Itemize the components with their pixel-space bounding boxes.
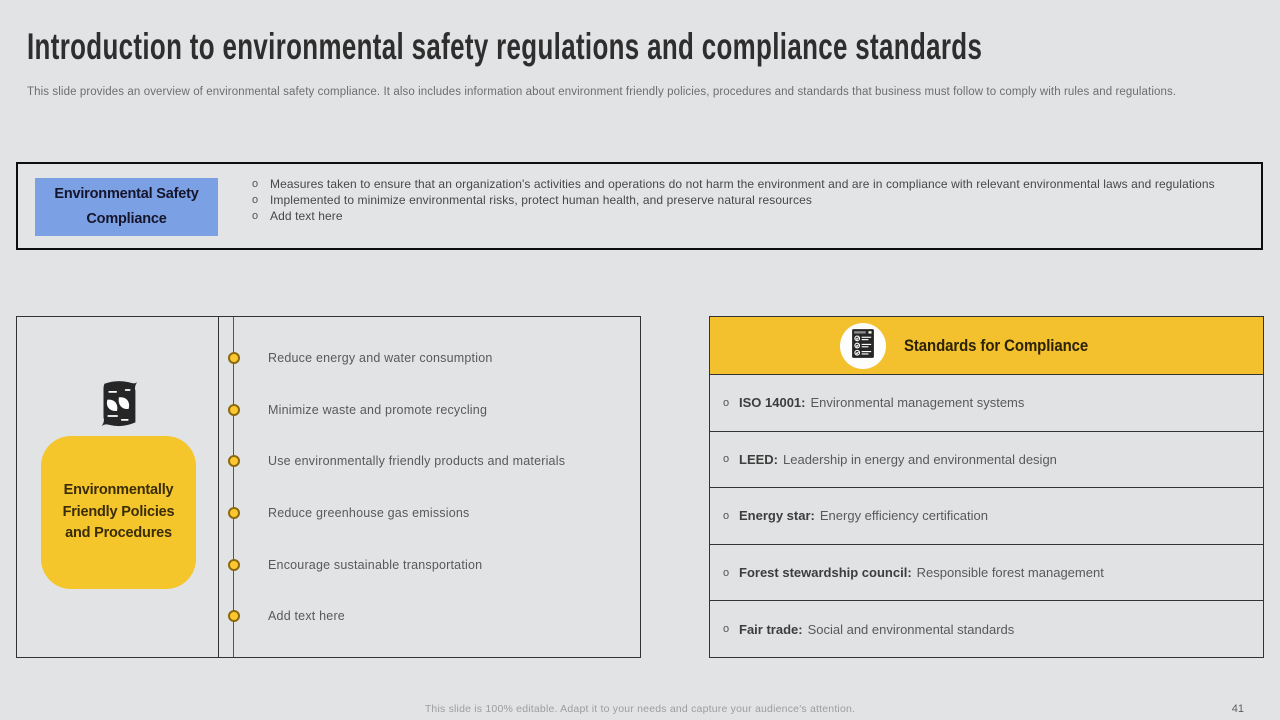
standard-term: LEED:: [739, 451, 778, 467]
compliance-overview-box: [16, 162, 1263, 250]
timeline-dot-icon: [228, 455, 240, 467]
table-row: [710, 487, 1263, 544]
footer-note: This slide is 100% editable. Adapt it to your needs and capture your audience's attention.: [424, 703, 856, 715]
standard-description: Energy efficiency certification: [819, 508, 988, 524]
timeline-dot-icon: [228, 610, 240, 622]
standard-term: Energy star:: [739, 508, 815, 524]
timeline-dot-icon: [228, 507, 240, 519]
page-number: 41: [1231, 703, 1244, 715]
policy-text: Reduce energy and water consumption: [268, 350, 493, 365]
standard-term: Forest stewardship council:: [739, 565, 912, 581]
bullet-marker: o: [723, 623, 730, 636]
list-item: [17, 590, 640, 642]
bullet-marker: o: [723, 566, 730, 579]
list-item: [17, 435, 640, 487]
standard-term: ISO 14001:: [739, 395, 806, 411]
timeline-dot-icon: [228, 352, 240, 364]
page-subtitle: This slide provides an overview of environmental safety compliance. It also includes information about environment friendly policies, procedures and standards that business must follow to comply with rules and regulations.: [27, 86, 1177, 98]
bullet-text: Add text here: [270, 209, 343, 223]
policies-label-text: Environmentally Friendly Policies and Procedures: [62, 481, 175, 542]
overview-bullet-list: [252, 176, 1217, 224]
policy-text: Encourage sustainable transportation: [268, 557, 483, 572]
standard-description: Leadership in energy and environmental design: [783, 451, 1057, 467]
list-item: [252, 176, 1217, 192]
standards-header: [710, 317, 1263, 374]
list-item: [17, 487, 640, 539]
overview-label-text: Environmental Safety Compliance: [54, 185, 199, 227]
bullet-marker: o: [723, 396, 730, 409]
bullet-marker: o: [723, 509, 730, 522]
table-row: [710, 431, 1263, 488]
list-item: [17, 539, 640, 591]
bullet-marker: o: [723, 453, 730, 466]
bullet-marker: o: [252, 210, 259, 222]
checklist-icon: [848, 327, 878, 365]
bullet-text: Implemented to minimize environmental risks, protect human health, and preserve natural resources: [270, 193, 812, 207]
standard-description: Environmental management systems: [810, 395, 1025, 411]
list-item: [252, 208, 1217, 224]
standard-description: Responsible forest management: [916, 565, 1104, 581]
timeline-dot-icon: [228, 404, 240, 416]
list-item: [17, 332, 640, 384]
page-title: Introduction to environmental safety regulations and compliance standards: [27, 26, 983, 67]
environmental-safety-compliance-label: [35, 178, 218, 236]
standard-term: Fair trade:: [739, 621, 803, 637]
table-row: [710, 374, 1263, 431]
standards-panel: [709, 316, 1264, 658]
standards-icon-circle: [840, 323, 886, 369]
policies-panel: [16, 316, 641, 658]
list-item: [17, 384, 640, 436]
table-row: [710, 544, 1263, 601]
bullet-marker: o: [252, 194, 259, 206]
bullet-marker: o: [252, 178, 259, 190]
table-row: [710, 600, 1263, 657]
policies-list: [17, 317, 640, 657]
policy-text: Add text here: [268, 609, 345, 624]
standard-description: Social and environmental standards: [807, 621, 1015, 637]
bullet-text: Measures taken to ensure that an organization's activities and operations do not harm the environment and are in compliance with relevant environmental laws and regulations: [270, 177, 1215, 191]
policy-text: Reduce greenhouse gas emissions: [268, 505, 470, 520]
timeline-dot-icon: [228, 559, 240, 571]
policy-text: Minimize waste and promote recycling: [268, 402, 488, 417]
standards-title: Standards for Compliance: [904, 335, 1089, 355]
list-item: [252, 192, 1217, 208]
policy-text: Use environmentally friendly products and materials: [268, 454, 566, 469]
